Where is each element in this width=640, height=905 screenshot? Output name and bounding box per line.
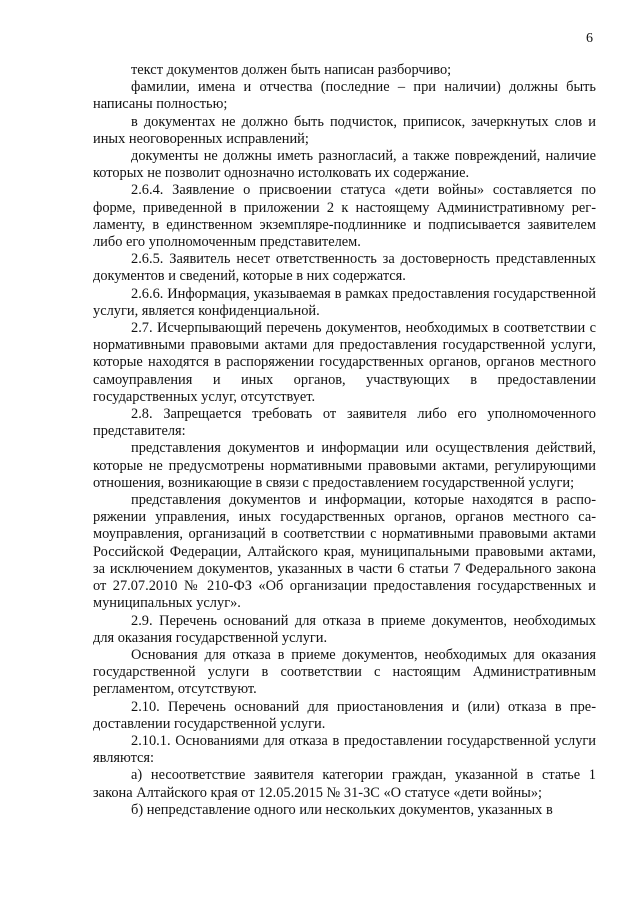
paragraph-2-6-6: 2.6.6. Информация, указываемая в рамках предоставления государственной услуги, является конфиденциальной.: [93, 285, 596, 319]
paragraph-item-a: а) несоответствие заявителя категории граждан, указанной в статье 1 закона Алтайского края от 12.05.2015 № 31-ЗС «О статусе «дети войны»;: [93, 767, 596, 801]
paragraph-2-8-item-2: представления документов и информации, которые находятся в распоряжении управления, иных государственных органов, органов местного самоуправления, организаций в соответствии с нормативными правовыми актами Российской Федерации, Алтайского края, муниципальными правовыми актами, за исключением документов, указанных в части 6 статьи 7 Федерального закона от 27.07.2010 № 210-ФЗ «Об организации предоставления государственных и муниципальных услуг».: [93, 492, 596, 612]
document-body: [93, 62, 596, 819]
paragraph-full-names: фамилии, имена и отчества (последние – при наличии) должны быть написаны полностью;: [93, 79, 596, 113]
paragraph-2-7: 2.7. Исчерпывающий перечень документов, необходимых в соответствии с нормативными правовыми актами для предоставления государственной услуги, которые находятся в распоряжении государственных органов, органов местного самоуправления и иных органов, участвующих в предоставлении государственных услуг, отсутствует.: [93, 320, 596, 405]
paragraph-2-9-grounds: Основания для отказа в приеме документов, необходимых для оказания государственной услуги в соответствии с настоящим Административным регламентом, отсутствуют.: [93, 646, 596, 698]
paragraph-2-6-4: 2.6.4. Заявление о присвоении статуса «дети войны» составляется по форме, приведенной в приложении 2 к настоящему Административному регламенту, в единственном экземпляре-подлиннике и подписывается заявителем либо его уполномоченным представителем.: [93, 182, 596, 251]
paragraph-item-b: б) непредставление одного или нескольких документов, указанных в: [131, 801, 553, 818]
paragraph-2-9: 2.9. Перечень оснований для отказа в приеме документов, необходимых для оказания государственной услуги.: [93, 612, 596, 646]
page-number: 6: [586, 31, 593, 46]
paragraph-2-10: 2.10. Перечень оснований для приостановления и (или) отказа в предоставлении государственной услуги.: [93, 698, 596, 732]
paragraph-legible-text: текст документов должен быть написан разборчиво;: [131, 62, 452, 78]
paragraph-2-8: 2.8. Запрещается требовать от заявителя либо его уполномоченного представителя:: [93, 406, 596, 440]
paragraph-2-8-item-1: представления документов и информации или осуществления действий, которые не предусмотрены нормативными правовыми актами, регулирующими отношения, возникающие в связи с предоставлением государственной услуги;: [93, 440, 596, 491]
paragraph-no-discrepancies: документы не должны иметь разногласий, а также повреждений, наличие которых не позволит однозначно истолковать их содержание.: [93, 148, 596, 182]
paragraph-2-6-5: 2.6.5. Заявитель несет ответственность за достоверность представленных документов и сведений, которые в них содержатся.: [93, 251, 596, 285]
paragraph-2-10-1: 2.10.1. Основаниями для отказа в предоставлении государственной услуги являются:: [93, 732, 596, 767]
paragraph-no-erasures: в документах не должно быть подчисток, приписок, зачеркнутых слов и иных неоговоренных исправлений;: [93, 113, 596, 147]
